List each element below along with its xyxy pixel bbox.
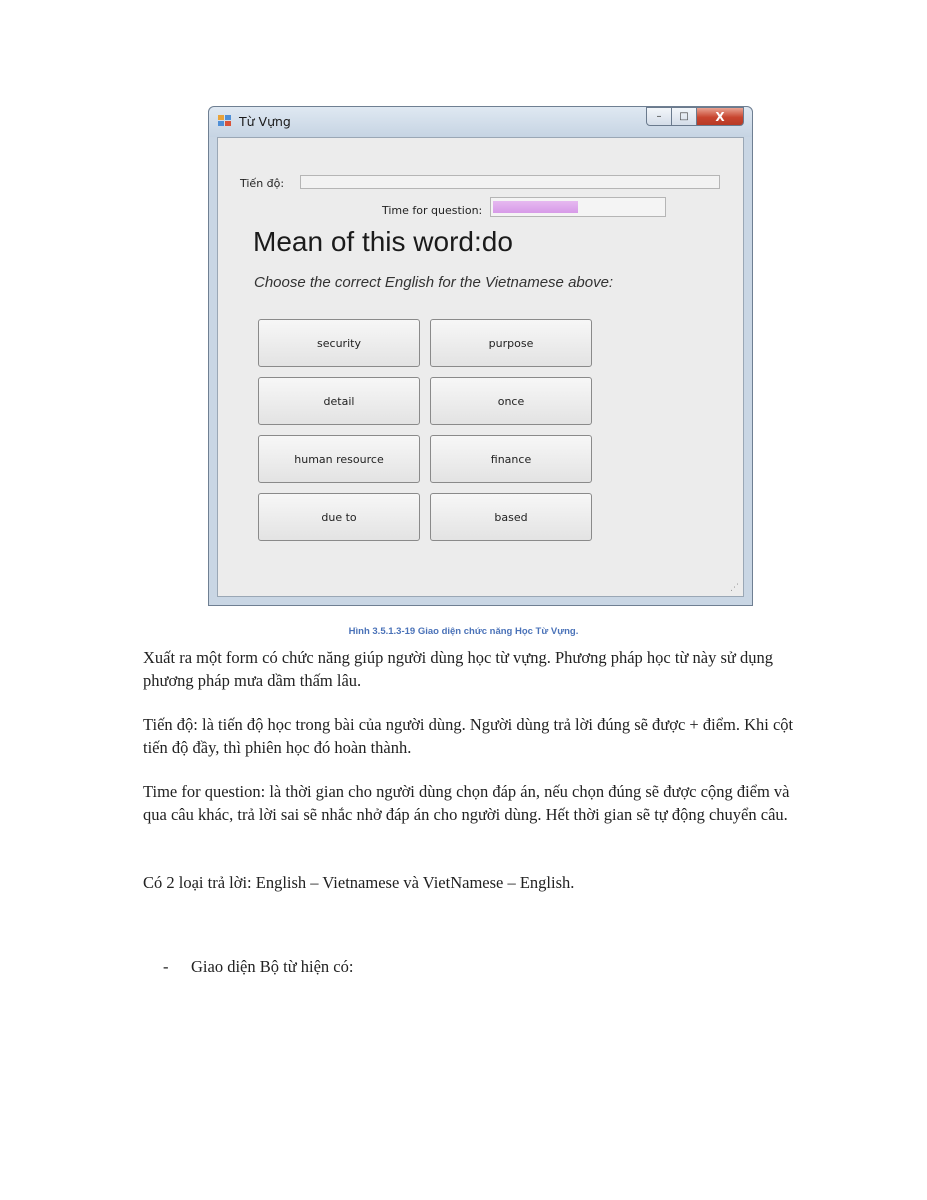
bullet-marker: - bbox=[163, 957, 169, 976]
answer-grid bbox=[258, 319, 594, 541]
bullet-text: Giao diện Bộ từ hiện có: bbox=[191, 957, 354, 976]
paragraph-time: Time for question: là thời gian cho người dùng chọn đáp án, nếu chọn đúng sẽ được cộng điểm và qua câu khác, trả lời sai sẽ nhắc nhở đáp án cho người dùng. Hết thời gian sẽ tự động chuyển câu. bbox=[143, 782, 790, 824]
maximize-button[interactable]: □ bbox=[672, 107, 697, 126]
answer-button-purpose[interactable]: purpose bbox=[430, 319, 592, 367]
answer-button-once[interactable]: once bbox=[430, 377, 592, 425]
paragraph-answer-types: Có 2 loại trả lời: English – Vietnamese và VietNamese – English. bbox=[143, 873, 575, 892]
window-title: Từ Vựng bbox=[239, 114, 291, 129]
close-button[interactable]: X bbox=[697, 107, 744, 126]
time-progress-bar bbox=[490, 197, 666, 217]
resize-grip-icon[interactable]: ⋰ bbox=[730, 583, 739, 593]
window-titlebar[interactable] bbox=[209, 107, 752, 137]
minimize-button[interactable]: – bbox=[646, 107, 672, 126]
window-controls bbox=[646, 107, 744, 126]
paragraph-progress: Tiến độ: là tiến độ học trong bài của người dùng. Người dùng trả lời đúng sẽ được + điểm. Khi cột tiến độ đầy, thì phiên học đó hoàn thành. bbox=[143, 715, 794, 757]
time-progress-fill bbox=[493, 201, 578, 213]
progress-label: Tiến độ: bbox=[240, 177, 285, 190]
vocabulary-window bbox=[208, 106, 753, 606]
answer-button-based[interactable]: based bbox=[430, 493, 592, 541]
answer-button-finance[interactable]: finance bbox=[430, 435, 592, 483]
answer-button-due-to[interactable]: due to bbox=[258, 493, 420, 541]
paragraph-intro: Xuất ra một form có chức năng giúp người dùng học từ vựng. Phương pháp học từ này sử dụng phương pháp mưa dầm thấm lâu. bbox=[143, 648, 773, 690]
instruction-text: Choose the correct English for the Vietnamese above: bbox=[254, 274, 614, 291]
bullet-item bbox=[163, 957, 353, 977]
answer-button-human-resource[interactable]: human resource bbox=[258, 435, 420, 483]
time-label: Time for question: bbox=[382, 204, 483, 217]
answer-button-detail[interactable]: detail bbox=[258, 377, 420, 425]
app-icon bbox=[218, 115, 232, 127]
word-heading: Mean of this word:do bbox=[253, 226, 513, 257]
progress-bar bbox=[300, 175, 720, 189]
caption-label: Hình 3.5.1.3-19 bbox=[348, 626, 416, 637]
figure-caption bbox=[0, 626, 927, 637]
form-client-area bbox=[217, 137, 744, 597]
caption-text: Giao diện chức năng Học Từ Vựng. bbox=[417, 626, 579, 637]
answer-button-security[interactable]: security bbox=[258, 319, 420, 367]
